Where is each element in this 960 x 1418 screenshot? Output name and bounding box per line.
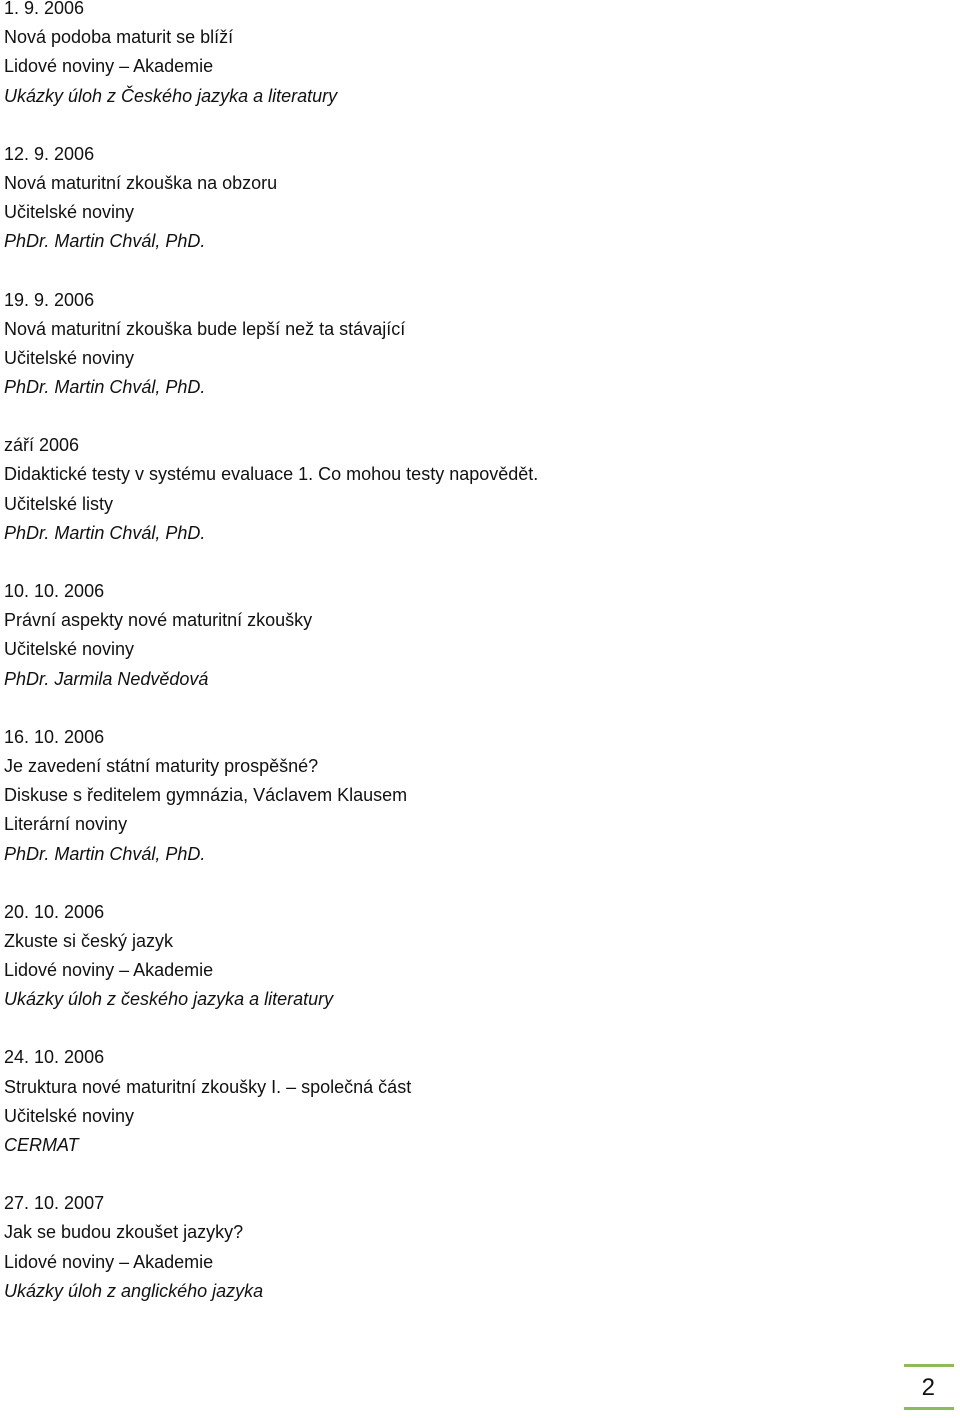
entry-note: PhDr. Martin Chvál, PhD.: [4, 843, 206, 864]
entry-date: 1. 9. 2006: [4, 0, 85, 18]
entry-title: Didaktické testy v systému evaluace 1. Co mohou testy napovědět.: [4, 464, 539, 485]
list-item: [4, 1189, 944, 1306]
entry-source: Učitelské noviny: [4, 1105, 135, 1126]
entry-date: 19. 9. 2006: [4, 289, 95, 310]
list-item: [4, 577, 944, 694]
page-number: 2: [921, 1374, 935, 1401]
entry-date: září 2006: [4, 435, 80, 456]
entry-note: Ukázky úloh z anglického jazyka: [4, 1280, 264, 1301]
entry-note: Ukázky úloh z českého jazyka a literatury: [4, 989, 334, 1010]
entry-date: 10. 10. 2006: [4, 581, 105, 601]
entry-source: Literární noviny: [4, 814, 128, 835]
entry-source: Učitelské noviny: [4, 347, 135, 368]
entry-source: Učitelské noviny: [4, 202, 135, 223]
entry-date: 20. 10. 2006: [4, 901, 105, 922]
entry-note: Ukázky úloh z Českého jazyka a literatury: [4, 85, 338, 106]
entry-title: Struktura nové maturitní zkoušky I. – společná část: [4, 1076, 412, 1097]
article-list: [4, 0, 944, 1335]
entry-title: Nová maturitní zkouška bude lepší než ta stávající: [4, 318, 406, 339]
entry-title: Je zavedení státní maturity prospěšné?: [4, 755, 319, 776]
entry-title: Právní aspekty nové maturitní zkoušky: [4, 610, 313, 631]
entry-title: Nová podoba maturit se blíží: [4, 27, 234, 48]
entry-title: Zkuste si český jazyk: [4, 930, 174, 951]
entry-source: Lidové noviny – Akademie: [4, 56, 214, 77]
entry-date: 27. 10. 2007: [4, 1193, 105, 1214]
entry-note: PhDr. Jarmila Nedvědová: [4, 668, 209, 689]
list-item: [4, 723, 944, 869]
list-item: [4, 898, 944, 1015]
entry-source: Lidové noviny – Akademie: [4, 1251, 214, 1272]
list-item: [4, 431, 944, 548]
entry-note: PhDr. Martin Chvál, PhD.: [4, 231, 206, 252]
entry-date: 24. 10. 2006: [4, 1047, 105, 1068]
list-item: [4, 140, 944, 257]
list-item: [4, 286, 944, 403]
entry-note: CERMAT: [4, 1135, 79, 1155]
entry-source: Učitelské noviny: [4, 639, 135, 660]
entry-title: Jak se budou zkoušet jazyky?: [4, 1222, 244, 1243]
entry-date: 16. 10. 2006: [4, 726, 105, 747]
list-item: [4, 0, 944, 111]
page-number-box: [904, 1364, 954, 1410]
entry-source: Lidové noviny – Akademie: [4, 960, 214, 981]
entry-note: PhDr. Martin Chvál, PhD.: [4, 377, 206, 398]
entry-subtitle: Diskuse s ředitelem gymnázia, Václavem Klausem: [4, 785, 408, 806]
entry-date: 12. 9. 2006: [4, 143, 95, 164]
list-item: [4, 1043, 944, 1160]
entry-note: PhDr. Martin Chvál, PhD.: [4, 522, 206, 543]
entry-source: Učitelské listy: [4, 493, 114, 514]
entry-title: Nová maturitní zkouška na obzoru: [4, 172, 278, 193]
